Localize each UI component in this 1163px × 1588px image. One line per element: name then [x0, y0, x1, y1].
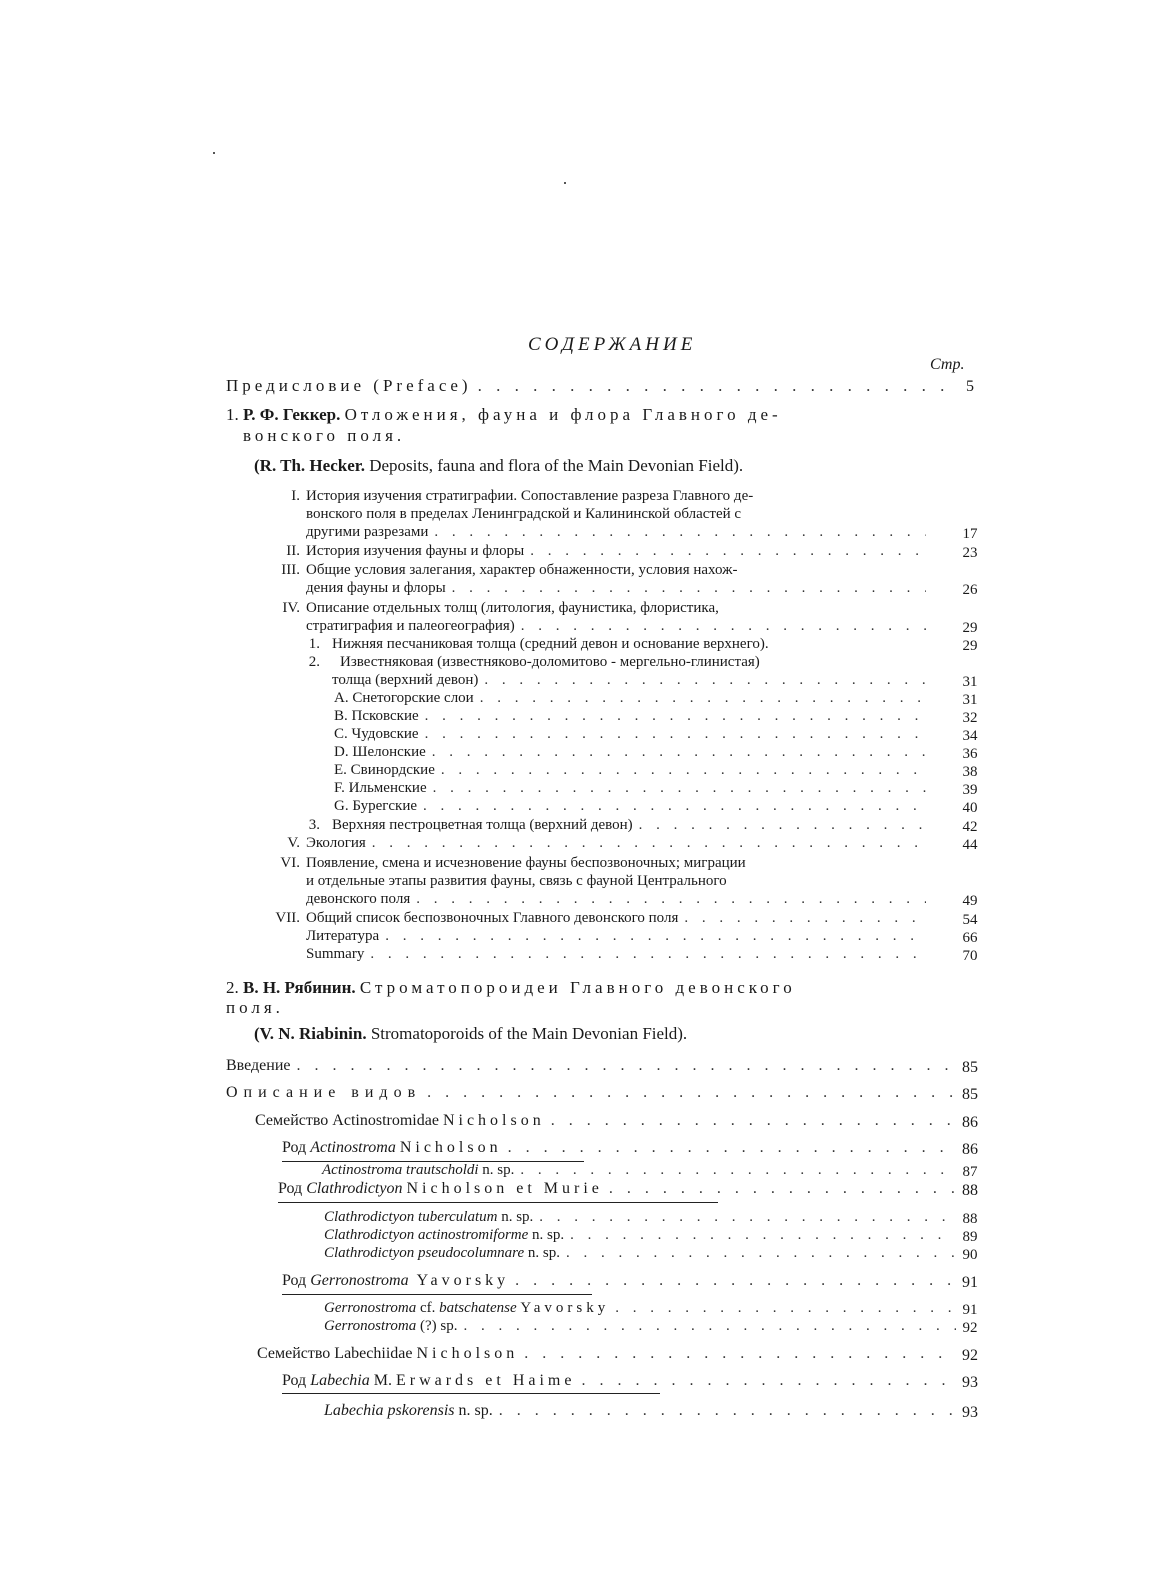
toc-label [278, 1180, 603, 1198]
toc-label: Общий список беспозвоночных Главного девонского поля [306, 910, 679, 926]
toc-chapter-4[interactable] [306, 618, 926, 635]
toc-introduction[interactable] [226, 1057, 956, 1075]
toc-preface[interactable] [226, 376, 956, 396]
species-suffix: n. sp. [532, 1227, 565, 1243]
species-name: Clathrodictyon tuberculatum [324, 1209, 498, 1225]
toc-species[interactable] [324, 1245, 956, 1262]
toc-page: 86 [962, 1141, 978, 1158]
toc-sub[interactable] [334, 708, 926, 725]
toc-page: 90 [962, 1247, 978, 1263]
toc-species[interactable] [324, 1300, 956, 1317]
species-suffix: n. sp. [482, 1162, 515, 1178]
toc-label: Верхняя пестроцветная толща (верхний девон) [332, 817, 633, 833]
toc-text: Появление, смена и исчезновение фауны беспозвоночных; миграции [306, 855, 746, 871]
genus-author: Yavorsky [416, 1272, 510, 1289]
toc-page: 66 [962, 930, 978, 946]
toc-page: 86 [962, 1114, 978, 1131]
toc-text: вонского поля в пределах Ленинградской и Калининской областей с [306, 506, 742, 522]
toc-page: 88 [962, 1182, 978, 1199]
toc-page: 88 [962, 1211, 978, 1227]
toc-page: 89 [962, 1229, 978, 1245]
toc-label: Литература [306, 928, 380, 944]
toc-text: Описание отдельных толщ (литология, фаунистика, флористика, [306, 600, 719, 616]
toc-genus-labechia[interactable] [282, 1372, 956, 1390]
part-en-author: (R. Th. Hecker. [254, 456, 365, 475]
toc-label [282, 1372, 575, 1390]
toc-species[interactable] [324, 1227, 956, 1244]
genus-name: Gerronostroma [310, 1272, 409, 1289]
species-suffix: n. sp. [501, 1209, 534, 1225]
genus-name: Clathrodictyon [306, 1180, 403, 1197]
genus-author-initial: M. [373, 1372, 392, 1389]
species-suffix: n. sp. [458, 1402, 493, 1419]
toc-label [324, 1209, 533, 1226]
species-name: Labechia pskorensis [324, 1402, 455, 1419]
part1-heading [226, 405, 782, 425]
toc-page: 54 [962, 912, 978, 928]
toc-label: F. Ильменские [334, 780, 427, 796]
toc-label: толща (верхний девон) [332, 672, 479, 688]
toc-page: 29 [962, 638, 978, 654]
toc-label: Описание видов [226, 1084, 422, 1101]
toc-summary[interactable] [306, 946, 926, 963]
toc-page: 32 [962, 710, 978, 726]
toc-sub[interactable] [334, 744, 926, 761]
family-name: Семейство Labechiidae [257, 1345, 413, 1362]
toc-num: VII. [275, 910, 300, 926]
genus-prefix: Род [278, 1180, 303, 1197]
part-number: 1. [226, 405, 239, 424]
part1-title-cont: вонского поля. [243, 426, 406, 445]
toc-label: A. Снетогорские слои [334, 690, 474, 706]
toc-label: Экология [306, 835, 366, 851]
toc-page: 93 [962, 1374, 978, 1391]
toc-chapter-5[interactable] [306, 835, 926, 852]
toc-num: 1. [308, 636, 320, 652]
toc-page: 39 [962, 782, 978, 798]
toc-label [324, 1402, 493, 1420]
species-suffix: n. sp. [527, 1245, 560, 1261]
toc-num: III. [281, 562, 300, 578]
toc-species[interactable] [324, 1402, 956, 1420]
family-author: Nicholson [442, 1112, 545, 1129]
toc-section-1[interactable]: Нижняя песчаниковая толща (средний девон и основание верхнего). [332, 636, 769, 652]
toc-sub[interactable] [334, 762, 926, 779]
genus-prefix: Род [282, 1139, 307, 1156]
toc-num: I. [291, 488, 300, 504]
toc-label [255, 1112, 545, 1130]
toc-page: 31 [962, 674, 978, 690]
genus-prefix: Род [282, 1372, 307, 1389]
underline [282, 1294, 592, 1295]
toc-genus-actinostroma[interactable] [282, 1139, 956, 1157]
species-name: batschatense [439, 1300, 517, 1316]
toc-num: IV. [282, 600, 300, 616]
species-name: Gerronostroma [324, 1300, 417, 1316]
toc-label: Summary [306, 946, 365, 962]
toc-page: 91 [962, 1274, 978, 1291]
toc-page: 70 [962, 948, 978, 964]
toc-page: 87 [962, 1164, 978, 1180]
toc-page: 93 [962, 1404, 978, 1421]
part-en-title: Deposits, fauna and flora of the Main Devonian Field). [369, 456, 744, 475]
toc-label: C. Чудовские [334, 726, 419, 742]
toc-page: 92 [962, 1347, 978, 1364]
toc-page: 34 [962, 728, 978, 744]
toc-family-labechiidae[interactable] [257, 1345, 956, 1363]
toc-num: VI. [280, 855, 300, 871]
part-author: Р. Ф. Геккер. [243, 405, 341, 424]
genus-author: Nicholson [399, 1139, 502, 1156]
toc-chapter-2[interactable] [306, 543, 926, 560]
toc-sub[interactable] [334, 798, 926, 815]
species-author: Yavorsky [520, 1300, 610, 1316]
species-name: Clathrodictyon pseudocolumnare [324, 1245, 525, 1261]
toc-genus-clathrodictyon[interactable] [278, 1180, 956, 1198]
toc-species[interactable] [324, 1318, 956, 1335]
toc-family-actinostromidae[interactable] [255, 1112, 956, 1130]
toc-label: другими разрезами [306, 524, 429, 540]
species-name: Actinostroma trautscholdi [322, 1162, 479, 1178]
toc-page: 44 [962, 837, 978, 853]
toc-label: G. Бурегские [334, 798, 418, 814]
toc-label: Предисловие (Preface) [226, 376, 472, 395]
toc-label: Введение [226, 1057, 291, 1074]
toc-label: История изучения фауны и флоры [306, 543, 525, 559]
toc-page: 85 [962, 1059, 978, 1076]
family-name: Семейство Actinostromidae [255, 1112, 439, 1129]
toc-page: 23 [962, 545, 978, 561]
toc-sub[interactable] [334, 780, 926, 797]
toc-text: и отдельные этапы развития фауны, связь с фауной Центрального [306, 873, 727, 889]
toc-section-2[interactable] [332, 672, 926, 689]
genus-author: Erwards et Haime [395, 1372, 576, 1389]
toc-page: 91 [962, 1302, 978, 1318]
toc-literature[interactable] [306, 928, 926, 945]
speck [213, 152, 215, 154]
toc-num: 2. [308, 654, 320, 670]
part2-title-cont: поля. [226, 998, 284, 1017]
part-author: В. Н. Рябинин. [243, 978, 356, 997]
toc-label: D. Шелонские [334, 744, 426, 760]
toc-species-description[interactable] [226, 1084, 956, 1102]
toc-label [324, 1227, 564, 1244]
toc-label [282, 1272, 509, 1290]
species-mid: cf. [419, 1300, 436, 1316]
toc-page: 36 [962, 746, 978, 762]
toc-page: 29 [962, 620, 978, 636]
species-suffix: (?) sp. [419, 1318, 458, 1334]
toc-chapter-1[interactable] [306, 524, 926, 541]
toc-label [282, 1139, 502, 1157]
toc-page: 17 [962, 526, 978, 542]
family-author: Nicholson [416, 1345, 519, 1362]
toc-page: 40 [962, 800, 978, 816]
page-title: СОДЕРЖАНИЕ [528, 334, 697, 355]
toc-page: 49 [962, 893, 978, 909]
toc-num: V. [287, 835, 300, 851]
toc-species[interactable] [324, 1209, 956, 1226]
genus-name: Labechia [310, 1372, 370, 1389]
part-en-author: (V. N. Riabinin. [254, 1024, 367, 1043]
toc-page: 26 [962, 582, 978, 598]
toc-label [322, 1162, 514, 1179]
speck [564, 182, 566, 184]
toc-genus-gerronostroma[interactable] [282, 1272, 956, 1290]
toc-page: 31 [962, 692, 978, 708]
toc-label [324, 1245, 560, 1262]
part-en-title: Stromatoporoids of the Main Devonian Field). [370, 1024, 688, 1043]
part1-english [254, 456, 743, 476]
page-column-label: Стр. [930, 356, 965, 373]
toc-text: Известняковая (известняково-доломитово - мергельно-глинистая) [340, 654, 760, 670]
toc-page: 92 [962, 1320, 978, 1336]
toc-label: B. Псковские [334, 708, 419, 724]
underline [278, 1202, 718, 1203]
part-title: Отложения, фауна и флора Главного де- [344, 405, 782, 424]
species-name: Gerronostroma [324, 1318, 417, 1334]
toc-label [324, 1300, 609, 1317]
toc-page: 42 [962, 819, 978, 835]
toc-page: 85 [962, 1086, 978, 1103]
toc-label: стратиграфия и палеогеография) [306, 618, 515, 634]
toc-text: История изучения стратиграфии. Сопоставление разреза Главного де- [306, 488, 754, 504]
toc-sub[interactable] [334, 690, 926, 707]
toc-sub[interactable] [334, 726, 926, 743]
part-number: 2. [226, 978, 239, 997]
underline [282, 1393, 660, 1394]
species-name: Clathrodictyon actinostromiforme [324, 1227, 529, 1243]
toc-text: Общие условия залегания, характер обнаженности, условия нахож- [306, 562, 738, 578]
toc-section-3[interactable] [332, 817, 926, 834]
toc-num: 3. [308, 817, 320, 833]
toc-label [324, 1318, 457, 1335]
toc-label: дения фауны и флоры [306, 580, 446, 596]
genus-author: Nicholson et Murie [406, 1180, 603, 1197]
toc-chapter-6[interactable] [306, 891, 926, 908]
toc-chapter-3[interactable] [306, 580, 926, 597]
toc-label: девонского поля [306, 891, 411, 907]
toc-page: 38 [962, 764, 978, 780]
toc-page: 5 [966, 378, 974, 395]
toc-num: II. [286, 543, 300, 559]
toc-species[interactable] [322, 1162, 956, 1179]
part2-english [254, 1024, 687, 1044]
toc-chapter-7[interactable] [306, 910, 926, 927]
part2-heading [226, 978, 796, 998]
genus-prefix: Род [282, 1272, 307, 1289]
toc-label [257, 1345, 518, 1363]
genus-name: Actinostroma [310, 1139, 396, 1156]
toc-label: E. Свинордские [334, 762, 435, 778]
part-title: Строматопороидеи Главного девонского [359, 978, 796, 997]
